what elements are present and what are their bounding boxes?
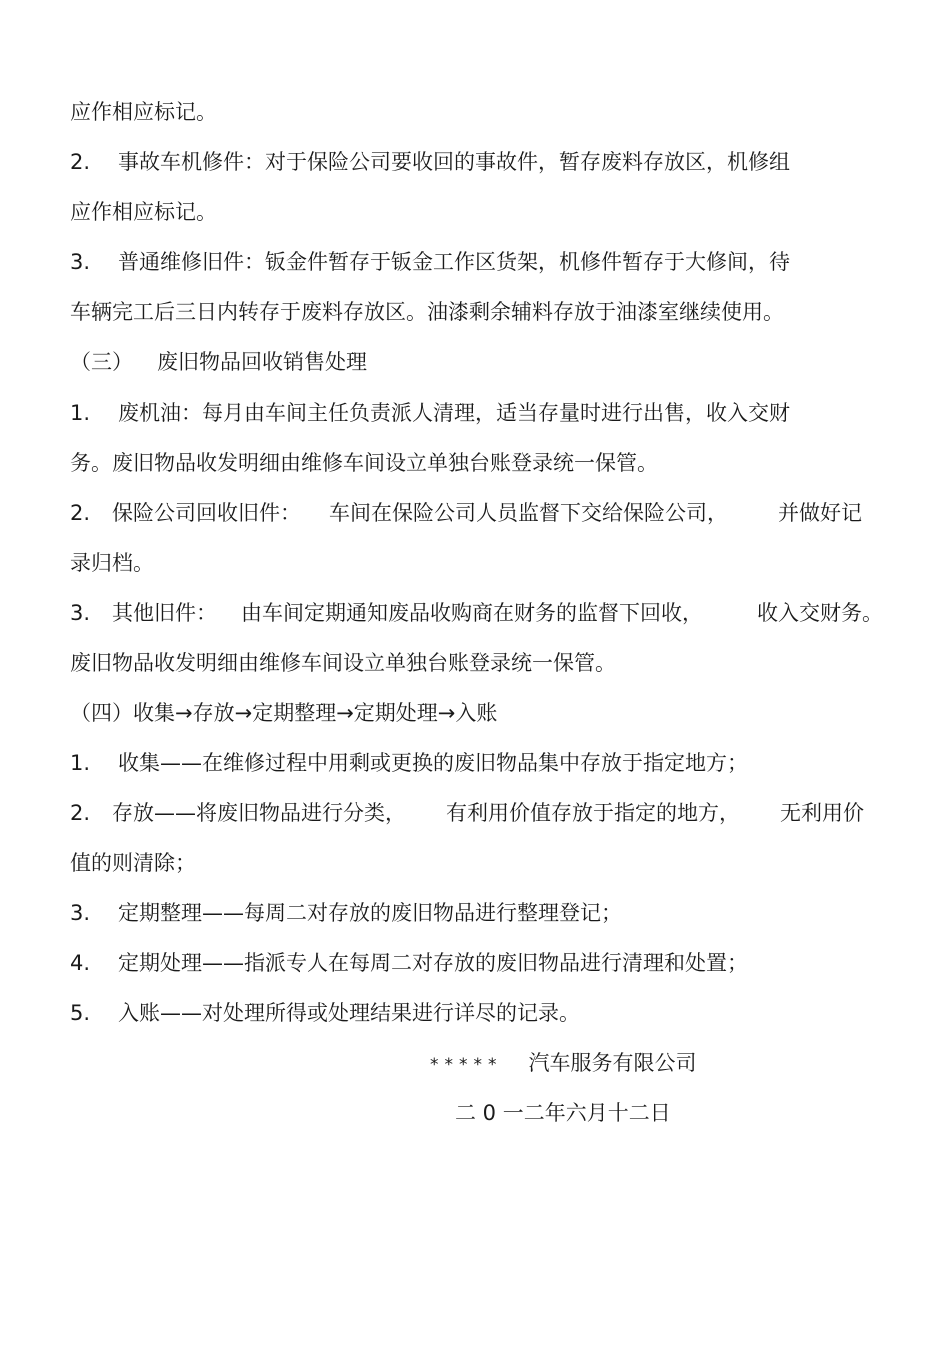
list-item xyxy=(70,148,790,176)
line-text: 应作相应标记。 xyxy=(70,100,217,124)
item-number: 3. xyxy=(70,601,91,625)
line-text: 务。废旧物品收发明细由维修车间设立单独台账登录统一保管。 xyxy=(70,451,658,475)
text-line xyxy=(70,649,616,677)
item-number: 2. xyxy=(70,501,91,525)
item-number: 1. xyxy=(70,401,91,425)
list-item xyxy=(70,248,790,276)
item-text: 废机油：每月由车间主任负责派人清理，适当存量时进行出售，收入交财 xyxy=(118,401,790,425)
item-text: 无利用价 xyxy=(780,801,864,825)
list-item xyxy=(70,399,790,427)
section-heading xyxy=(70,348,367,376)
line-text: 废旧物品收发明细由维修车间设立单独台账登录统一保管。 xyxy=(70,651,616,675)
item-text: 事故车机修件：对于保险公司要收回的事故件，暂存废料存放区，机修组 xyxy=(118,150,790,174)
item-text: 由车间定期通知废品收购商在财务的监督下回收， xyxy=(241,601,703,625)
item-text: 收集——在维修过程中用剩或更换的废旧物品集中存放于指定地方； xyxy=(118,751,748,775)
text-line xyxy=(70,449,658,477)
company-name-mask: ***** xyxy=(430,1055,503,1075)
text-line xyxy=(70,198,217,226)
signature-company xyxy=(430,1049,697,1079)
item-text: 定期整理——每周二对存放的废旧物品进行整理登记； xyxy=(118,901,622,925)
text-line xyxy=(70,549,154,577)
line-text: 车辆完工后三日内转存于废料存放区。油漆剩余辅料存放于油漆室继续使用。 xyxy=(70,300,784,324)
item-text: 并做好记 xyxy=(778,501,862,525)
item-text: 有利用价值存放于指定的地方， xyxy=(446,801,740,825)
section-title: （四）收集→存放→定期整理→定期处理→入账 xyxy=(70,701,498,725)
item-number: 3. xyxy=(70,901,91,925)
list-item xyxy=(70,599,883,627)
item-number: 1. xyxy=(70,751,91,775)
item-text: 存放——将废旧物品进行分类， xyxy=(112,801,406,825)
item-text: 收入交财务。 xyxy=(757,601,883,625)
section-title: 废旧物品回收销售处理 xyxy=(157,350,367,374)
list-item xyxy=(70,499,862,527)
section-number: （三） xyxy=(70,350,133,374)
item-number: 2. xyxy=(70,150,91,174)
item-text: 车间在保险公司人员监督下交给保险公司， xyxy=(329,501,728,525)
item-text: 保险公司回收旧件： xyxy=(112,501,301,525)
item-text: 其他旧件： xyxy=(112,601,217,625)
company-name: 汽车服务有限公司 xyxy=(528,1051,697,1075)
item-text: 定期处理——指派专人在每周二对存放的废旧物品进行清理和处置； xyxy=(118,951,748,975)
section-heading xyxy=(70,699,497,727)
list-item xyxy=(70,999,580,1027)
item-number: 3. xyxy=(70,250,91,274)
list-item xyxy=(70,799,864,827)
line-text: 值的则清除； xyxy=(70,851,196,875)
text-line xyxy=(70,849,196,877)
list-item xyxy=(70,749,748,777)
item-number: 5. xyxy=(70,1001,91,1025)
item-text: 普通维修旧件：钣金件暂存于钣金工作区货架，机修件暂存于大修间，待 xyxy=(118,250,790,274)
item-number: 2. xyxy=(70,801,91,825)
item-number: 4. xyxy=(70,951,91,975)
signature-date xyxy=(455,1099,671,1127)
text-line xyxy=(70,298,784,326)
list-item xyxy=(70,949,748,977)
date-text: 二 0 一二年六月十二日 xyxy=(455,1101,671,1125)
item-text: 入账——对处理所得或处理结果进行详尽的记录。 xyxy=(118,1001,580,1025)
line-text: 录归档。 xyxy=(70,551,154,575)
line-text: 应作相应标记。 xyxy=(70,200,217,224)
list-item xyxy=(70,899,622,927)
text-line xyxy=(70,98,217,126)
